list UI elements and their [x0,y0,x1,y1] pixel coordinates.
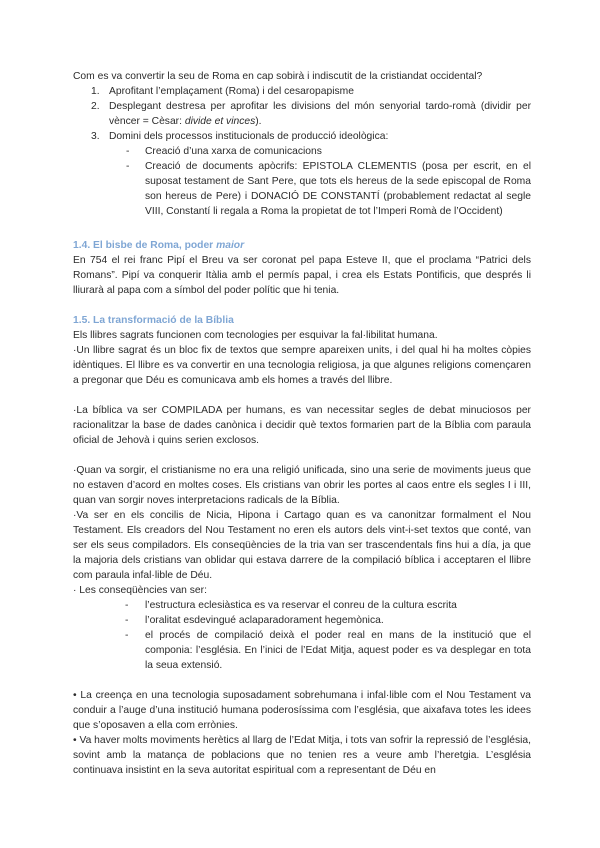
reason-latin-phrase: divide et vinces [184,116,256,127]
consequences-list [73,598,531,673]
reason-item [73,129,531,219]
dash-marker: - [125,600,129,611]
reason-number: 2. [91,101,100,112]
reason-text-end: ). [255,116,262,127]
section-1-5-paragraph-7: • La creença en una tecnologia suposadament sobrehumana i infal·lible com el Nou Testament va conduir a l’auge d’una institució humana poderosíssima com l’església, que aixafava totes les idees que s’oposaven a ella com errònies. [73,690,531,731]
consequence-item [73,598,531,613]
consequence-text: l’oralitat esdevingué aclaparadorament hegemònica. [145,615,384,626]
intro-question: Com es va convertir la seu de Roma en cap sobirà i indiscutit de la cristiandat occidental? [73,71,483,82]
dash-marker: - [125,630,129,641]
section-1-5-paragraph-2: ·Un llibre sagrat és un bloc fix de textos que sempre apareixen units, i del qual hi ha moltes còpies idèntiques. El llibre es va convertir en una tecnologia religiosa, ja que algunes religions començaren a pregonar que Déu es comunicava amb els homes a través del llibre. [73,345,531,386]
reason-subitem [109,159,531,219]
section-1-4-paragraph: En 754 el rei franc Pipí el Breu va ser coronat pel papa Esteve II, que el proclama “Patrici dels Romans”. Pipí va conquerir Itàlia amb el permís papal, i crea els Estats Pontificis, que després li lliurarà al papa com a símbol del poder polític que hi tenia. [73,255,531,296]
spacer [73,673,531,688]
subitem-text: Creació de documents apòcrifs: EPISTOLA CLEMENTIS (posa per escrit, en el suposat testament de Sant Pere, que tots els hereus de la sede episcopal de Roma son hereus de Pere) i DONACIÓ DE CONSTANTÍ (probablement redactat al segle VIII, Constantí li regala a Roma la propietat de tot l’Imperi Romà de l’Occident) [145,161,531,217]
section-1-5-paragraph-8: • Va haver molts moviments herètics al llarg de l’Edat Mitja, i tots van sofrir la repressió de l’església, sovint amb la matança de poblacions que no tenien res a veure amb l’heretgia. L’església continuava insistint en la seva autoritat espiritual com a representant de Déu en [73,735,531,776]
section-1-5-paragraph-4: ·Quan va sorgir, el cristianisme no era una religió unificada, sino una serie de moviments jueus que no estaven d’acord en moltes coses. Els cristians van obrir les portes al caos entre els segles I i III, quan van sorgir noves interpretacions radicals de la Bíblia. [73,465,531,506]
section-1-5-paragraph-3: ·La bíblica va ser COMPILADA per humans, es van necessitar segles de debat minuciosos per racionalitzar la base de dades canònica i decidir què textos formarien part de la Bíblia com paraula oficial de Jehovà i quins serien exclosos. [73,405,531,446]
reason-number: 1. [91,86,100,97]
spacer [73,298,531,313]
document-body [73,69,531,778]
section-1-4-heading [73,238,531,253]
reason-text: Desplegant destresa per aprofitar les divisions del món senyorial tardo-romà (dividir per vèncer = Cèsar: [109,101,531,127]
subitem-text: Creació d’una xarxa de comunicacions [145,146,322,157]
spacer [73,388,531,403]
reason-sublist [109,144,531,219]
section-1-5-heading: 1.5. La transformació de la Bíblia [73,315,234,326]
section-1-5-paragraph-5: ·Va ser en els concilis de Nicia, Hipona i Cartago quan es va canonitzar formalment el Nou Testament. Els creadors del Nou Testament no eren els autors dels vint-i-set textos que conté, van ser els seus compiladors. Els conseqüències de la tria van ser trascendentals fins hui a día, ja que la majoria dels cristians van oblidar qui estava darrere de la compilació bíblica i acceptaren el llibre com paraula infal·lible de Déu. [73,510,531,581]
reason-item [73,84,531,99]
consequence-item [73,613,531,628]
dash-marker: - [126,146,130,157]
section-1-5-paragraph-1: Els llibres sagrats funcionen com tecnologies per esquivar la fal·libilitat humana. [73,330,438,341]
spacer [73,448,531,463]
reason-text: Domini dels processos institucionals de producció ideològica: [109,131,389,142]
section-1-4-heading-em: maior [216,240,245,251]
section-1-5-paragraph-6: · Les conseqüències van ser: [73,585,207,596]
reasons-list [73,84,531,219]
spacer [73,219,531,234]
reason-item [73,99,531,129]
dash-marker: - [126,161,130,172]
reason-text: Aprofitant l’emplaçament (Roma) i del cesaropapisme [109,86,354,97]
consequence-text: el procés de compilació deixà el poder real en mans de la institució que el componia: l’església. En l’inici de l’Edat Mitja, aquest poder es va desplegar en tota la seua extensió. [145,630,531,671]
reason-number: 3. [91,131,100,142]
consequence-item [73,628,531,673]
dash-marker: - [125,615,129,626]
reason-subitem [109,144,531,159]
consequence-text: l’estructura eclesiàstica es va reservar el conreu de la cultura escrita [145,600,457,611]
section-1-4-heading-text: 1.4. El bisbe de Roma, poder [73,240,217,251]
